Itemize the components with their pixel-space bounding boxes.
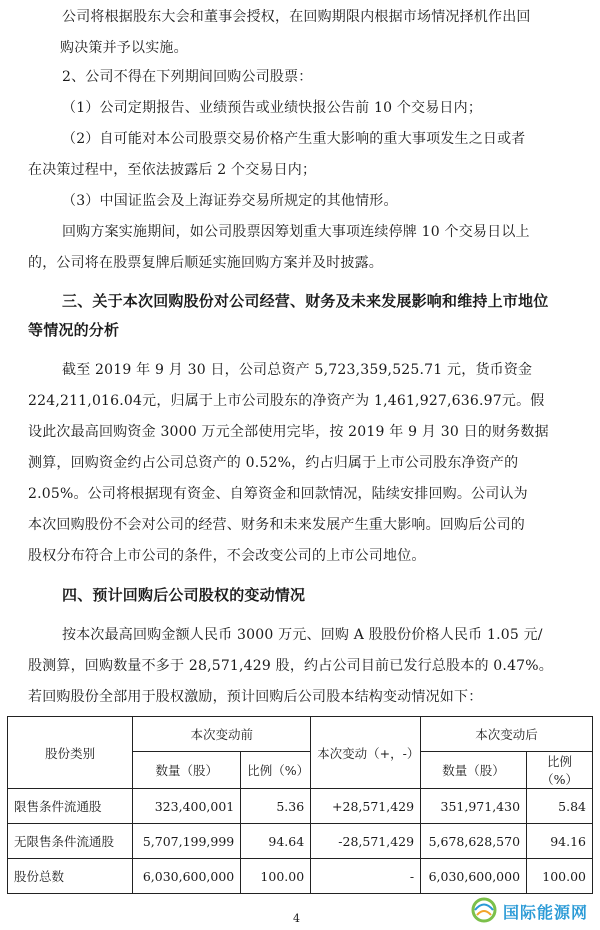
cell-change: -28,571,429 xyxy=(311,824,421,859)
cell-ratio-before: 94.64 xyxy=(241,824,311,859)
text-line: （1）公司定期报告、业绩预告或业绩快报公告前 10 个交易日内； xyxy=(62,100,483,116)
cell-type: 股份总数 xyxy=(8,859,133,894)
section-3-heading-cont xyxy=(28,315,548,346)
text-line: 2.05%。公司将根据现有资金、自筹资金和回款情况，陆续安排回购。公司认为 xyxy=(28,486,528,502)
text-line: 测算，回购资金约占公司总资产的 0.52%，约占归属于上市公司股东净资产的 xyxy=(28,455,519,471)
heading-line: 等情况的分析 xyxy=(28,321,120,339)
table-row xyxy=(8,824,593,859)
cell-qty-after: 351,971,430 xyxy=(421,789,527,824)
cell-ratio-after: 100.00 xyxy=(527,859,593,894)
cell-ratio-before: 100.00 xyxy=(241,859,311,894)
text-line: 股权分布符合上市公司的条件，不会改变公司的上市公司地位。 xyxy=(28,548,426,564)
text-line: 回购方案实施期间，如公司股票因筹划重大事项连续停牌 10 个交易日以上 xyxy=(62,224,530,240)
table-row xyxy=(8,859,593,894)
cell-qty-before: 6,030,600,000 xyxy=(133,859,241,894)
header-qty-before: 数量（股） xyxy=(133,752,241,789)
section-3-body-rest xyxy=(28,386,548,572)
header-after: 本次变动后 xyxy=(421,717,593,752)
cell-type: 限售条件流通股 xyxy=(8,789,133,824)
share-structure-table xyxy=(7,716,593,894)
cell-qty-before: 323,400,001 xyxy=(133,789,241,824)
paragraph-suspension xyxy=(62,217,582,248)
text-line: 224,211,016.04元，归属于上市公司股东的净资产为 1,461,927,636.97元。假 xyxy=(28,393,545,409)
header-ratio-after: 比例（%） xyxy=(527,752,593,789)
header-share-type: 股份类别 xyxy=(8,717,133,789)
paragraph-suspension-cont xyxy=(28,248,548,279)
section-4-body-rest xyxy=(28,651,553,713)
cell-change: - xyxy=(311,859,421,894)
page-number: 4 xyxy=(293,912,300,925)
section-4-heading xyxy=(62,580,582,611)
cell-qty-before: 5,707,199,999 xyxy=(133,824,241,859)
cell-ratio-after: 5.84 xyxy=(527,789,593,824)
text-line: 本次回购股份不会对公司的经营、财务和未来发展产生重大影响。回购后公司的 xyxy=(28,517,525,533)
table-header-row xyxy=(8,717,593,752)
section-4-body-l1 xyxy=(62,620,582,651)
text-line: 股测算，回购数量不多于 28,571,429 股，约占公司目前已发行总股本的 0.47%。 xyxy=(28,658,553,674)
text-line: 的，公司将在股票复牌后顺延实施回购方案并及时披露。 xyxy=(28,255,383,271)
header-qty-after: 数量（股） xyxy=(421,752,527,789)
table-row xyxy=(8,789,593,824)
heading-line: 四、预计回购后公司股权的变动情况 xyxy=(62,586,306,604)
text-line: 2、公司不得在下列期间回购公司股票： xyxy=(62,69,313,85)
text-line: 截至 2019 年 9 月 30 日，公司总资产 5,723,359,525.71 元，货币资金 xyxy=(62,362,533,378)
text-line: 若回购股份全部用于股权激励，预计回购后公司股本结构变动情况如下： xyxy=(28,689,483,705)
section-3-heading xyxy=(62,286,582,317)
text-line: 设此次最高回购资金 3000 万元全部使用完毕，按 2019 年 9 月 30 日的财务数据 xyxy=(28,424,549,440)
watermark xyxy=(463,893,599,927)
text-line: 在决策过程中，至依法披露后 2 个交易日内； xyxy=(28,162,317,178)
header-ratio-before: 比例（%） xyxy=(241,752,311,789)
watermark-text: 国际能源网 xyxy=(503,903,589,922)
header-before: 本次变动前 xyxy=(133,717,311,752)
paragraph-restriction-3 xyxy=(62,186,582,217)
text-line: （2）自可能对本公司股票交易价格产生重大影响的重大事项发生之日或者 xyxy=(62,131,526,147)
cell-change: +28,571,429 xyxy=(311,789,421,824)
cell-qty-after: 6,030,600,000 xyxy=(421,859,527,894)
text-line: 按本次最高回购金额人民币 3000 万元、回购 A 股股份价格人民币 1.05 元/ xyxy=(62,627,543,643)
paragraph-restriction-2-cont xyxy=(28,155,548,186)
paragraph-restriction-intro xyxy=(62,62,582,93)
section-3-body-l1 xyxy=(62,355,582,386)
cell-type: 无限售条件流通股 xyxy=(8,824,133,859)
text-line: 购决策并予以实施。 xyxy=(60,40,188,56)
globe-leaf-logo-icon xyxy=(467,895,501,925)
header-change: 本次变动（+，-） xyxy=(311,717,421,789)
cell-ratio-after: 94.16 xyxy=(527,824,593,859)
paragraph-restriction-2 xyxy=(62,124,582,155)
heading-line: 三、关于本次回购股份对公司经营、财务及未来发展影响和维持上市地位 xyxy=(62,292,549,310)
text-line: 公司将根据股东大会和董事会授权，在回购期限内根据市场情况择机作出回 xyxy=(62,9,531,25)
cell-ratio-before: 5.36 xyxy=(241,789,311,824)
paragraph-restriction-1 xyxy=(62,93,582,124)
paragraph-authorization xyxy=(62,2,582,64)
cell-qty-after: 5,678,628,570 xyxy=(421,824,527,859)
text-line: （3）中国证监会及上海证券交易所规定的其他情形。 xyxy=(62,193,398,209)
